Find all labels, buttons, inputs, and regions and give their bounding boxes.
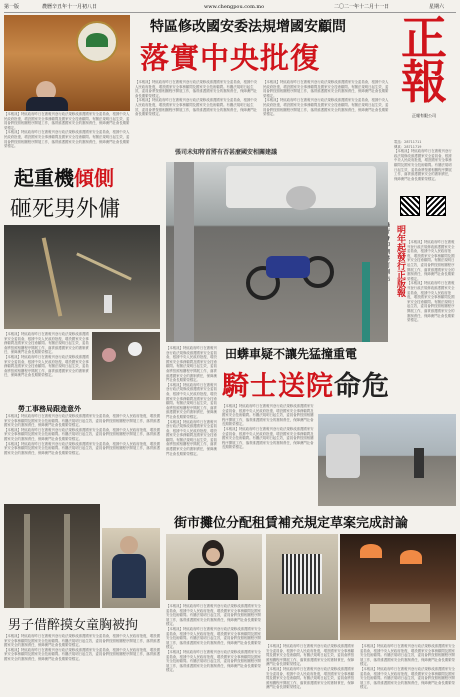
right-column-text: 【本報訊】特區政府昨日在憲報刊登行政法規修改維護國家安全委員會，根據中央人民政府批復，增設國家安全事務顧問及國家安全技術顧問。有關法規明日起生效，委員會將按照相關程序開展工作，落實維護國家安全的憲制責任，保障澳門社會長期繁榮穩定。 【本報訊】特區政府昨日在憲報刊登行政法規修改維護國家安全委員會，根據中央人民政府批復，增設國家安全事務顧問及國家安全技術顧問。有關法規明日起生效，委員會將按照相關程序開展工作，落實維護國家安全的憲制責任，保障澳門社會長期繁榮穩定。 — [407, 240, 455, 323]
story4-photo-official — [166, 534, 262, 600]
story3-photo-accident — [166, 162, 388, 342]
story1-text-left: 【本報訊】特區政府昨日在憲報刊登行政法規修改維護國家安全委員會，根據中央人民政府批復，增設國家安全事務顧問及國家安全技術顧問。有關法規明日起生效，委員會將按照相關程序開展工作，落實維護國家安全的憲制責任，保障澳門社會長期繁榮穩定。 【本報訊】特區政府昨日在憲報刊登行政法規修改維護國家安全委員會，根據中央人民政府批復，增設國家安全事務顧問及國家安全技術顧問。有關法規明日起生效，委員會將按照相關程序開展工作，落實維護國家安全的憲制責任，保障澳門社會長期繁榮穩定。 — [4, 112, 130, 149]
crane-beam — [42, 237, 63, 316]
lamp-post — [174, 162, 194, 342]
qr-poster-icon — [282, 554, 322, 594]
page-number: 第一版 — [4, 4, 20, 10]
motorcycle — [246, 248, 336, 294]
story5-photo-officer — [102, 528, 160, 608]
story5-photo-building — [4, 504, 100, 608]
issue-date: 二〇二一年十二月十一日 — [334, 4, 390, 10]
lamp-2-icon — [400, 550, 422, 564]
worker-figure — [104, 295, 112, 313]
story5-headline: 男子借醉摸女童胸被拘 — [8, 618, 139, 633]
promo-vertical: 明年起發行正版報 — [395, 225, 405, 297]
story2-photo-crane — [4, 225, 160, 329]
lunar-date: 農曆辛丑年十一月初八日 — [42, 4, 98, 10]
green-barrier — [362, 262, 370, 342]
story1-photo — [4, 15, 130, 111]
story2-text-a: 【本報訊】特區政府昨日在憲報刊登行政法規修改維護國家安全委員會，根據中央人民政府批復，增設國家安全事務顧問及國家安全技術顧問。有關法規明日起生效，委員會將按照相關程序開展工作，落實維護國家安全的憲制責任，保障澳門社會長期繁榮穩定。 【本報訊】特區政府昨日在憲報刊登行政法規修改維護國家安全委員會，根據中央人民政府批復，增設國家安全事務顧問及國家安全技術顧問。有關法規明日起生效，委員會將按照相關程序開展工作，落實維護國家安全的憲制責任，保障澳門社會長期繁榮穩定。 — [4, 332, 89, 378]
story2-subhead: 勞工事務局跟進意外 — [18, 405, 81, 413]
story1-text-col1: 【本報訊】特區政府昨日在憲報刊登行政法規修改維護國家安全委員會，根據中央人民政府批復，增設國家安全事務顧問及國家安全技術顧問。有關法規明日起生效，委員會將按照相關程序開展工作，落實維護國家安全的憲制責任，保障澳門社會長期繁榮穩定。 【本報訊】特區政府昨日在憲報刊登行政法規修改維護國家安全委員會，根據中央人民政府批復，增設國家安全事務顧問及國家安全技術顧問。有關法規明日起生效，委員會將按照相關程序開展工作，落實維護國家安全的憲制責任，保障澳門社會長期繁榮穩定。 — [135, 80, 258, 117]
weekday: 星期六 — [429, 4, 445, 10]
publisher-name: 正報有限公司 — [412, 113, 436, 118]
officer-figure — [414, 448, 424, 478]
story2-photo-inspectors — [92, 332, 160, 400]
story1-text-col2: 【本報訊】特區政府昨日在憲報刊登行政法規修改維護國家安全委員會，根據中央人民政府批復，增設國家安全事務顧問及國家安全技術顧問。有關法規明日起生效，委員會將按照相關程序開展工作，落實維護國家安全的憲制責任，保障澳門社會長期繁榮穩定。 【本報訊】特區政府昨日在憲報刊登行政法規修改維護國家安全委員會，根據中央人民政府批復，增設國家安全事務顧問及國家安全技術顧問。有關法規明日起生效，委員會將按照相關程序開展工作，落實維護國家安全的憲制責任，保障澳門社會長期繁榮穩定。 — [263, 80, 389, 117]
qr-code-2-icon[interactable] — [426, 196, 446, 216]
story2-text-b: 【本報訊】特區政府昨日在憲報刊登行政法規修改維護國家安全委員會，根據中央人民政府批復，增設國家安全事務顧問及國家安全技術顧問。有關法規明日起生效，委員會將按照相關程序開展工作，落實維護國家安全的憲制責任，保障澳門社會長期繁榮穩定。 【本報訊】特區政府昨日在憲報刊登行政法規修改維護國家安全委員會，根據中央人民政府批復，增設國家安全事務顧問及國家安全技術顧問。有關法規明日起生效，委員會將按照相關程序開展工作，落實維護國家安全的憲制責任，保障澳門社會長期繁榮穩定。 【本報訊】特區政府昨日在憲報刊登行政法規修改維護國家安全委員會，根據中央人民政府批復，增設國家安全事務顧問及國家安全技術顧問。有關法規明日起生效，委員會將按照相關程序開展工作，落實維護國家安全的憲制責任，保障澳門社會長期繁榮穩定。 — [4, 414, 160, 455]
website[interactable]: www.chengpou.com.mo — [204, 4, 265, 10]
story4-photo-qr-poster — [266, 534, 338, 640]
top-bar — [4, 2, 456, 13]
story2-subheadline: 砸死男外傭 — [10, 197, 121, 222]
qr-code-1-icon[interactable] — [400, 196, 420, 216]
story3-text-b: 【本報訊】特區政府昨日在憲報刊登行政法規修改維護國家安全委員會，根據中央人民政府批復，增設國家安全事務顧問及國家安全技術顧問。有關法規明日起生效，委員會將按照相關程序開展工作，落實維護國家安全的憲制責任，保障澳門社會長期繁榮穩定。 【本報訊】特區政府昨日在憲報刊登行政法規修改維護國家安全委員會，根據中央人民政府批復，增設國家安全事務顧問及國家安全技術顧問。有關法規明日起生效，委員會將按照相關程序開展工作，落實維護國家安全的憲制責任，保障澳門社會長期繁榮穩定。 — [222, 404, 314, 450]
masthead-char-1: 正 — [401, 11, 447, 65]
story1-headline-top: 特區修改國安委法規增國安顧問 — [150, 19, 346, 35]
story4-photo-market — [340, 534, 456, 640]
helmet-icon — [128, 342, 142, 356]
story1-subline: 張司未知特首將有否甚麼國安相關建議 — [175, 149, 278, 156]
lamp-1-icon — [360, 544, 382, 558]
masthead-info: 電話：28711711 傳真：28711719 【本報訊】特區政府昨日在憲報刊登行政法規修改維護國家安全委員會，根據中央人民政府批復，增設國家安全事務顧問及國家安全技術顧問。有關法規明日起生效，委員會將按照相關程序開展工作，落實維護國家安全的憲制責任，保障澳門社會長期繁榮穩定。 — [394, 140, 452, 181]
masthead-char-2: 報 — [401, 55, 447, 109]
story5-text: 【本報訊】特區政府昨日在憲報刊登行政法規修改維護國家安全委員會，根據中央人民政府批復，增設國家安全事務顧問及國家安全技術顧問。有關法規明日起生效，委員會將按照相關程序開展工作，落實維護國家安全的憲制責任，保障澳門社會長期繁榮穩定。 【本報訊】特區政府昨日在憲報刊登行政法規修改維護國家安全委員會，根據中央人民政府批復，增設國家安全事務顧問及國家安全技術顧問。有關法規明日起生效，委員會將按照相關程序開展工作，落實維護國家安全的憲制責任，保障澳門社會長期繁榮穩定。 — [4, 634, 160, 661]
story4-text-c: 【本報訊】特區政府昨日在憲報刊登行政法規修改維護國家安全委員會，根據中央人民政府批復，增設國家安全事務顧問及國家安全技術顧問。有關法規明日起生效，委員會將按照相關程序開展工作，落實維護國家安全的憲制責任，保障澳門社會長期繁榮穩定。 【本報訊】特區政府昨日在憲報刊登行政法規修改維護國家安全委員會，根據中央人民政府批復，增設國家安全事務顧問及國家安全技術顧問。有關法規明日起生效，委員會將按照相關程序開展工作，落實維護國家安全的憲制責任，保障澳門社會長期繁榮穩定。 — [360, 644, 455, 690]
story3-headline: 騎士送院命危 — [222, 371, 390, 402]
story4-text-b: 【本報訊】特區政府昨日在憲報刊登行政法規修改維護國家安全委員會，根據中央人民政府批復，增設國家安全事務顧問及國家安全技術顧問。有關法規明日起生效，委員會將按照相關程序開展工作，落實維護國家安全的憲制責任，保障澳門社會長期繁榮穩定。 【本報訊】特區政府昨日在憲報刊登行政法規修改維護國家安全委員會，根據中央人民政府批復，增設國家安全事務顧問及國家安全技術顧問。有關法規明日起生效，委員會將按照相關程序開展工作，落實維護國家安全的憲制責任，保障澳門社會長期繁榮穩定。 — [266, 644, 355, 690]
story2-headline: 起重機傾側 — [14, 166, 114, 190]
story3-photo-scene — [318, 414, 456, 506]
story1-headline-main: 落實中央批復 — [140, 41, 321, 75]
macau-emblem — [76, 21, 118, 63]
story4-headline: 街市攤位分配租賃補充規定草案完成討論 — [174, 516, 409, 531]
story3-text-a: 【本報訊】特區政府昨日在憲報刊登行政法規修改維護國家安全委員會，根據中央人民政府批復，增設國家安全事務顧問及國家安全技術顧問。有關法規明日起生效，委員會將按照相關程序開展工作，落實維護國家安全的憲制責任，保障澳門社會長期繁榮穩定。 【本報訊】特區政府昨日在憲報刊登行政法規修改維護國家安全委員會，根據中央人民政府批復，增設國家安全事務顧問及國家安全技術顧問。有關法規明日起生效，委員會將按照相關程序開展工作，落實維護國家安全的憲制責任，保障澳門社會長期繁榮穩定。 【本報訊】特區政府昨日在憲報刊登行政法規修改維護國家安全委員會，根據中央人民政府批復，增設國家安全事務顧問及國家安全技術顧問。有關法規明日起生效，委員會將按照相關程序開展工作，落實維護國家安全的憲制責任，保障澳門社會長期繁榮穩定。 — [166, 346, 217, 456]
story4-text-a: 【本報訊】特區政府昨日在憲報刊登行政法規修改維護國家安全委員會，根據中央人民政府批復，增設國家安全事務顧問及國家安全技術顧問。有關法規明日起生效，委員會將按照相關程序開展工作，落實維護國家安全的憲制責任，保障澳門社會長期繁榮穩定。 【本報訊】特區政府昨日在憲報刊登行政法規修改維護國家安全委員會，根據中央人民政府批復，增設國家安全事務顧問及國家安全技術顧問。有關法規明日起生效，委員會將按照相關程序開展工作，落實維護國家安全的憲制責任，保障澳門社會長期繁榮穩定。 【本報訊】特區政府昨日在憲報刊登行政法規修改維護國家安全委員會，根據中央人民政府批復，增設國家安全事務顧問及國家安全技術顧問。有關法規明日起生效，委員會將按照相關程序開展工作，落實維護國家安全的憲制責任，保障澳門社會長期繁榮穩定。 — [166, 604, 261, 673]
official-suit — [26, 97, 68, 111]
masthead — [392, 11, 456, 133]
crane-arm — [76, 252, 132, 280]
cement-truck — [326, 434, 360, 478]
story3-subline: 田蠎車疑不讓先猛撞重電 — [225, 347, 358, 361]
